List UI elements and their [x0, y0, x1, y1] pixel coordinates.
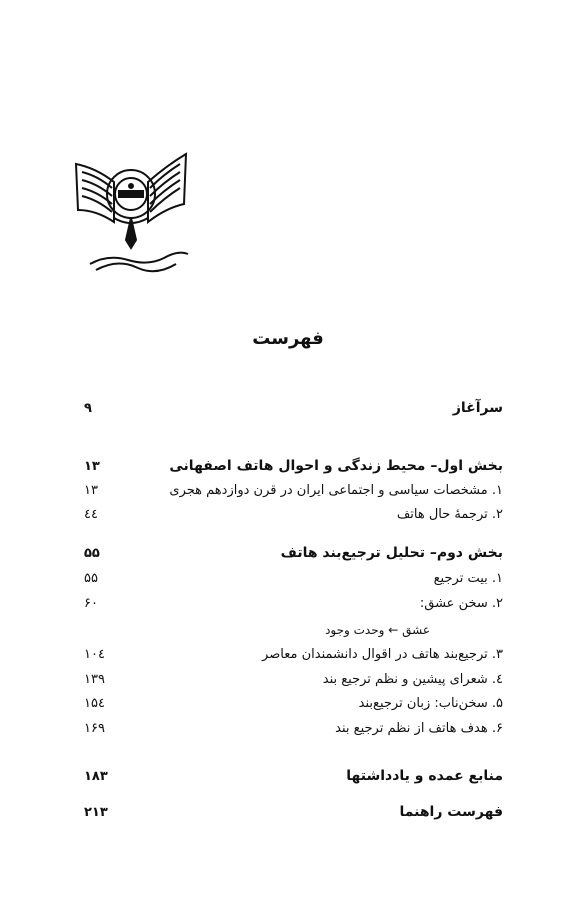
- toc-subentry: عشق ← وحدت وجود: [325, 623, 430, 637]
- toc-entry-label: ۶. هدف هاتف از نظم ترجیع بند: [335, 721, 503, 736]
- toc-entry-label: فهرست راهنما: [399, 804, 503, 820]
- toc-entry-label: ۲. ترجمهٔ حال هاتف: [396, 507, 503, 522]
- toc-entry-label: ۱. مشخصات سیاسی و اجتماعی ایران در قرن دوازدهم هجری: [169, 483, 503, 498]
- toc-entry[interactable]: [84, 483, 503, 505]
- toc-entry-page: ۱۳۹: [84, 672, 105, 687]
- toc-entry-page: ۱۰٤: [84, 647, 105, 662]
- toc-entry[interactable]: [84, 507, 503, 529]
- toc-entry[interactable]: [84, 596, 503, 618]
- toc-entry-page: ۱۳: [84, 483, 98, 498]
- toc-title: فهرست: [252, 328, 324, 349]
- toc-entry-label: منابع عمده و یادداشتها: [346, 768, 503, 784]
- toc-entry-intro[interactable]: [84, 400, 503, 422]
- toc-entry-label: بخش دوم– تحلیل ترجیع‌بند هاتف: [280, 545, 503, 561]
- book-emblem-icon: [68, 146, 194, 284]
- toc-entry-index[interactable]: [84, 804, 503, 826]
- toc-entry[interactable]: [84, 721, 503, 743]
- toc-entry-page: ۵۵: [84, 546, 100, 561]
- toc-entry-label: ۳. ترجیع‌بند هاتف در اقوال دانشمندان معاصر: [262, 647, 503, 662]
- toc-entry[interactable]: [84, 672, 503, 694]
- toc-entry-page: ۱۳: [84, 459, 100, 474]
- toc-entry-page: ۲۱۳: [84, 805, 108, 820]
- toc-entry-label: ۵. سخن‌ناب: زبان ترجیع‌بند: [358, 696, 503, 711]
- toc-entry-page: ۶۰: [84, 596, 98, 611]
- toc-entry-page: ۱۶۹: [84, 721, 105, 736]
- toc-entry-page: ٤٤: [84, 507, 98, 522]
- toc-entry-page: ۱۵٤: [84, 696, 105, 711]
- toc-section-part-two[interactable]: [84, 545, 503, 567]
- toc-entry[interactable]: [84, 647, 503, 669]
- toc-entry-label: سرآغاز: [452, 400, 503, 416]
- toc-entry[interactable]: [84, 696, 503, 718]
- toc-entry-label: ٤. شعرای پیشین و نظم ترجیع بند: [322, 672, 503, 687]
- toc-entry-page: ۹: [84, 401, 92, 416]
- toc-entry-sources[interactable]: [84, 768, 503, 790]
- toc-entry-label: ۲. سخن عشق:: [419, 596, 503, 611]
- toc-entry-label: ۱. بیت ترجیع: [433, 571, 503, 586]
- toc-entry[interactable]: [84, 571, 503, 593]
- toc-entry-page: ۵۵: [84, 571, 98, 586]
- toc-entry-page: ۱۸۳: [84, 769, 108, 784]
- toc-section-part-one[interactable]: [84, 458, 503, 480]
- toc-entry-label: بخش اول– محیط زندگی و احوال هاتف اصفهانی: [169, 458, 503, 474]
